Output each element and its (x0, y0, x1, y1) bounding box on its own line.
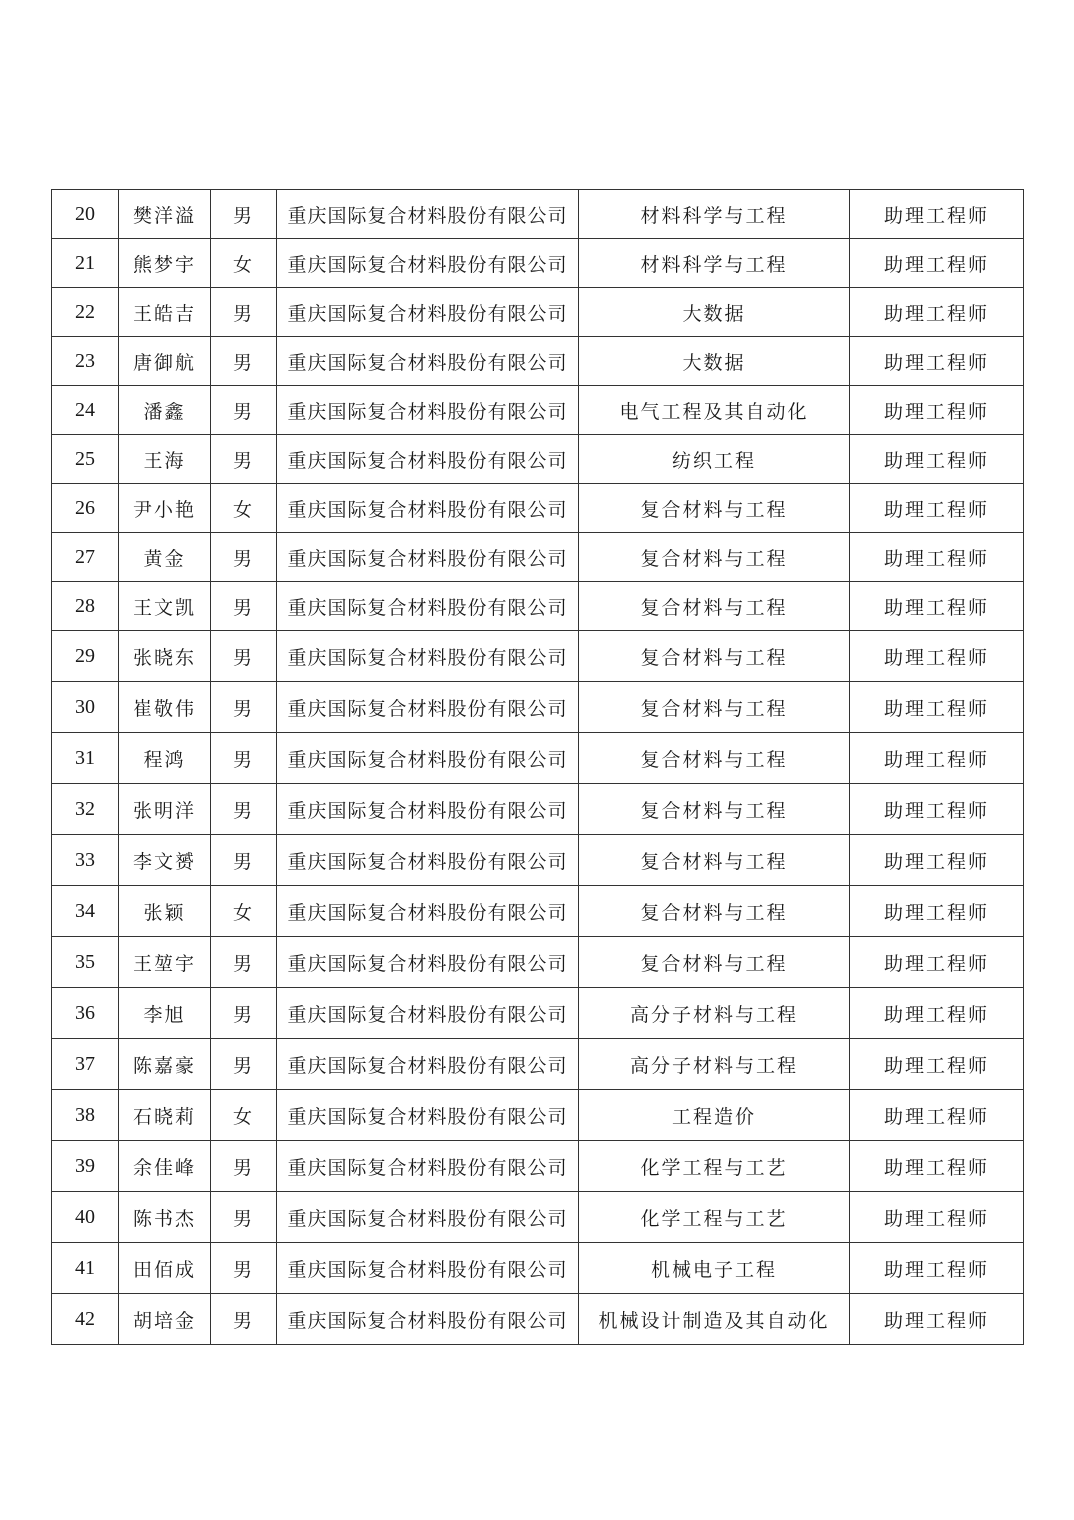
gender-cell: 男 (211, 631, 277, 682)
person-name-cell: 田佰成 (119, 1243, 211, 1294)
row-number-cell: 28 (52, 582, 119, 631)
person-name-cell: 潘鑫 (119, 386, 211, 435)
gender-cell: 女 (211, 239, 277, 288)
table-row (52, 784, 1024, 835)
company-name-cell: 重庆国际复合材料股份有限公司 (277, 835, 579, 886)
person-name-cell: 石晓莉 (119, 1090, 211, 1141)
table-row (52, 1294, 1024, 1345)
gender-cell: 男 (211, 435, 277, 484)
person-name-cell: 陈嘉豪 (119, 1039, 211, 1090)
major-cell: 复合材料与工程 (579, 682, 850, 733)
table-row (52, 288, 1024, 337)
gender-cell: 男 (211, 988, 277, 1039)
gender-cell: 男 (211, 1294, 277, 1345)
major-cell: 化学工程与工艺 (579, 1141, 850, 1192)
table-row (52, 1192, 1024, 1243)
person-name-cell: 张颖 (119, 886, 211, 937)
major-cell: 复合材料与工程 (579, 582, 850, 631)
person-name-cell: 崔敬伟 (119, 682, 211, 733)
row-number-cell: 32 (52, 784, 119, 835)
gender-cell: 男 (211, 288, 277, 337)
company-name-cell: 重庆国际复合材料股份有限公司 (277, 1090, 579, 1141)
row-number-cell: 35 (52, 937, 119, 988)
major-cell: 机械设计制造及其自动化 (579, 1294, 850, 1345)
row-number-cell: 36 (52, 988, 119, 1039)
row-number-cell: 42 (52, 1294, 119, 1345)
company-name-cell: 重庆国际复合材料股份有限公司 (277, 1141, 579, 1192)
gender-cell: 男 (211, 784, 277, 835)
row-number-cell: 30 (52, 682, 119, 733)
company-name-cell: 重庆国际复合材料股份有限公司 (277, 1192, 579, 1243)
professional-title-cell: 助理工程师 (850, 1039, 1024, 1090)
table-row (52, 988, 1024, 1039)
major-cell: 复合材料与工程 (579, 631, 850, 682)
professional-title-cell: 助理工程师 (850, 337, 1024, 386)
table-row (52, 190, 1024, 239)
person-name-cell: 尹小艳 (119, 484, 211, 533)
table-row (52, 937, 1024, 988)
row-number-cell: 24 (52, 386, 119, 435)
professional-title-cell: 助理工程师 (850, 582, 1024, 631)
gender-cell: 男 (211, 337, 277, 386)
table-row (52, 533, 1024, 582)
person-name-cell: 李旭 (119, 988, 211, 1039)
professional-title-cell: 助理工程师 (850, 937, 1024, 988)
person-name-cell: 黄金 (119, 533, 211, 582)
table-row (52, 1141, 1024, 1192)
gender-cell: 男 (211, 533, 277, 582)
gender-cell: 男 (211, 682, 277, 733)
person-name-cell: 张晓东 (119, 631, 211, 682)
gender-cell: 男 (211, 937, 277, 988)
row-number-cell: 37 (52, 1039, 119, 1090)
professional-title-cell: 助理工程师 (850, 682, 1024, 733)
gender-cell: 男 (211, 1039, 277, 1090)
professional-title-cell: 助理工程师 (850, 784, 1024, 835)
professional-title-cell: 助理工程师 (850, 1243, 1024, 1294)
row-number-cell: 20 (52, 190, 119, 239)
table-row (52, 484, 1024, 533)
person-name-cell: 樊洋溢 (119, 190, 211, 239)
major-cell: 复合材料与工程 (579, 835, 850, 886)
gender-cell: 女 (211, 886, 277, 937)
company-name-cell: 重庆国际复合材料股份有限公司 (277, 733, 579, 784)
major-cell: 复合材料与工程 (579, 733, 850, 784)
person-name-cell: 唐御航 (119, 337, 211, 386)
professional-title-cell: 助理工程师 (850, 533, 1024, 582)
major-cell: 高分子材料与工程 (579, 988, 850, 1039)
gender-cell: 男 (211, 733, 277, 784)
row-number-cell: 41 (52, 1243, 119, 1294)
major-cell: 材料科学与工程 (579, 239, 850, 288)
row-number-cell: 23 (52, 337, 119, 386)
person-name-cell: 余佳峰 (119, 1141, 211, 1192)
person-name-cell: 程鸿 (119, 733, 211, 784)
gender-cell: 男 (211, 835, 277, 886)
row-number-cell: 40 (52, 1192, 119, 1243)
professional-title-cell: 助理工程师 (850, 733, 1024, 784)
company-name-cell: 重庆国际复合材料股份有限公司 (277, 1039, 579, 1090)
table-row (52, 1039, 1024, 1090)
company-name-cell: 重庆国际复合材料股份有限公司 (277, 937, 579, 988)
professional-title-cell: 助理工程师 (850, 1294, 1024, 1345)
major-cell: 复合材料与工程 (579, 533, 850, 582)
gender-cell: 女 (211, 1090, 277, 1141)
company-name-cell: 重庆国际复合材料股份有限公司 (277, 631, 579, 682)
professional-title-cell: 助理工程师 (850, 386, 1024, 435)
person-name-cell: 胡培金 (119, 1294, 211, 1345)
row-number-cell: 38 (52, 1090, 119, 1141)
gender-cell: 男 (211, 1192, 277, 1243)
professional-title-cell: 助理工程师 (850, 239, 1024, 288)
table-row (52, 733, 1024, 784)
table-row (52, 239, 1024, 288)
table-row (52, 1243, 1024, 1294)
row-number-cell: 39 (52, 1141, 119, 1192)
professional-title-cell: 助理工程师 (850, 190, 1024, 239)
person-name-cell: 张明洋 (119, 784, 211, 835)
table-row (52, 835, 1024, 886)
gender-cell: 女 (211, 484, 277, 533)
major-cell: 工程造价 (579, 1090, 850, 1141)
major-cell: 复合材料与工程 (579, 886, 850, 937)
company-name-cell: 重庆国际复合材料股份有限公司 (277, 1294, 579, 1345)
company-name-cell: 重庆国际复合材料股份有限公司 (277, 582, 579, 631)
company-name-cell: 重庆国际复合材料股份有限公司 (277, 1243, 579, 1294)
row-number-cell: 22 (52, 288, 119, 337)
professional-title-cell: 助理工程师 (850, 886, 1024, 937)
major-cell: 机械电子工程 (579, 1243, 850, 1294)
person-name-cell: 熊梦宇 (119, 239, 211, 288)
professional-title-cell: 助理工程师 (850, 835, 1024, 886)
company-name-cell: 重庆国际复合材料股份有限公司 (277, 386, 579, 435)
person-name-cell: 王皓吉 (119, 288, 211, 337)
gender-cell: 男 (211, 582, 277, 631)
company-name-cell: 重庆国际复合材料股份有限公司 (277, 886, 579, 937)
company-name-cell: 重庆国际复合材料股份有限公司 (277, 988, 579, 1039)
person-name-cell: 李文赟 (119, 835, 211, 886)
major-cell: 纺织工程 (579, 435, 850, 484)
row-number-cell: 26 (52, 484, 119, 533)
person-name-cell: 王文凯 (119, 582, 211, 631)
major-cell: 材料科学与工程 (579, 190, 850, 239)
professional-title-cell: 助理工程师 (850, 435, 1024, 484)
table-row (52, 435, 1024, 484)
major-cell: 复合材料与工程 (579, 784, 850, 835)
roster-table (51, 189, 1024, 1345)
professional-title-cell: 助理工程师 (850, 988, 1024, 1039)
table-row (52, 386, 1024, 435)
table-row (52, 582, 1024, 631)
major-cell: 高分子材料与工程 (579, 1039, 850, 1090)
company-name-cell: 重庆国际复合材料股份有限公司 (277, 484, 579, 533)
row-number-cell: 27 (52, 533, 119, 582)
professional-title-cell: 助理工程师 (850, 288, 1024, 337)
gender-cell: 男 (211, 1141, 277, 1192)
row-number-cell: 33 (52, 835, 119, 886)
company-name-cell: 重庆国际复合材料股份有限公司 (277, 435, 579, 484)
row-number-cell: 31 (52, 733, 119, 784)
major-cell: 复合材料与工程 (579, 937, 850, 988)
person-name-cell: 王堃宇 (119, 937, 211, 988)
person-name-cell: 陈书杰 (119, 1192, 211, 1243)
company-name-cell: 重庆国际复合材料股份有限公司 (277, 239, 579, 288)
person-name-cell: 王海 (119, 435, 211, 484)
table-row (52, 682, 1024, 733)
gender-cell: 男 (211, 1243, 277, 1294)
company-name-cell: 重庆国际复合材料股份有限公司 (277, 190, 579, 239)
row-number-cell: 21 (52, 239, 119, 288)
row-number-cell: 34 (52, 886, 119, 937)
row-number-cell: 29 (52, 631, 119, 682)
row-number-cell: 25 (52, 435, 119, 484)
professional-title-cell: 助理工程师 (850, 1090, 1024, 1141)
gender-cell: 男 (211, 386, 277, 435)
company-name-cell: 重庆国际复合材料股份有限公司 (277, 337, 579, 386)
professional-title-cell: 助理工程师 (850, 484, 1024, 533)
major-cell: 大数据 (579, 337, 850, 386)
roster-body (52, 190, 1024, 1345)
professional-title-cell: 助理工程师 (850, 1192, 1024, 1243)
major-cell: 大数据 (579, 288, 850, 337)
company-name-cell: 重庆国际复合材料股份有限公司 (277, 288, 579, 337)
major-cell: 电气工程及其自动化 (579, 386, 850, 435)
major-cell: 化学工程与工艺 (579, 1192, 850, 1243)
gender-cell: 男 (211, 190, 277, 239)
major-cell: 复合材料与工程 (579, 484, 850, 533)
company-name-cell: 重庆国际复合材料股份有限公司 (277, 784, 579, 835)
company-name-cell: 重庆国际复合材料股份有限公司 (277, 533, 579, 582)
professional-title-cell: 助理工程师 (850, 631, 1024, 682)
table-row (52, 1090, 1024, 1141)
table-row (52, 886, 1024, 937)
table-row (52, 337, 1024, 386)
table-row (52, 631, 1024, 682)
company-name-cell: 重庆国际复合材料股份有限公司 (277, 682, 579, 733)
professional-title-cell: 助理工程师 (850, 1141, 1024, 1192)
